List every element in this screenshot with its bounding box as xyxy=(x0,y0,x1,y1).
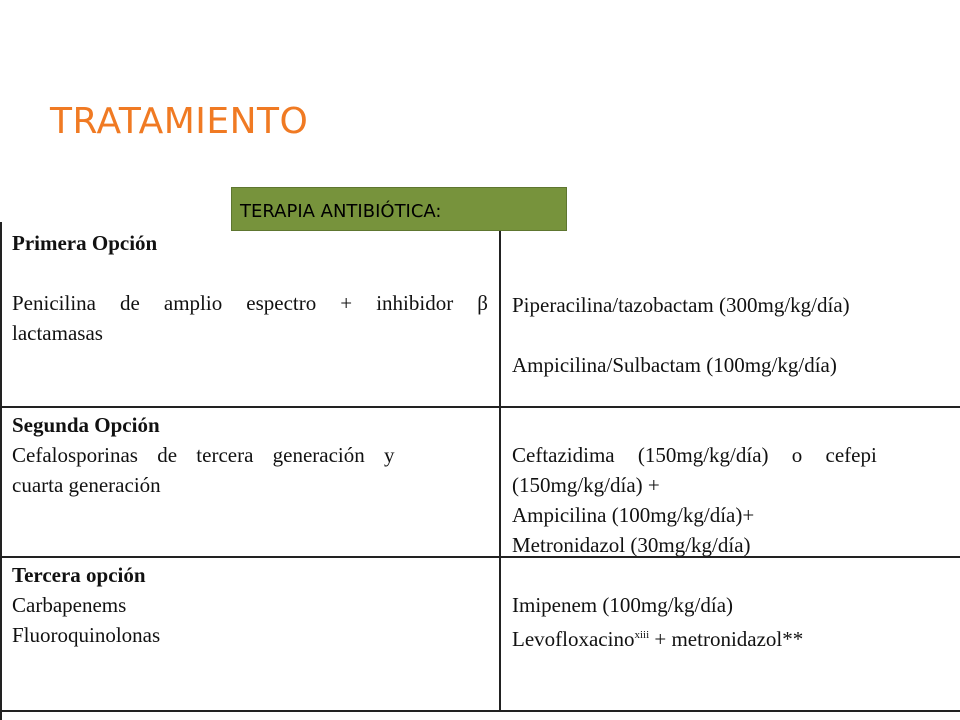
word: Penicilina xyxy=(12,291,96,315)
word: β xyxy=(477,291,488,315)
word: amplio xyxy=(163,291,223,315)
dosage-line: (150mg/kg/día) + xyxy=(512,473,660,497)
row-description xyxy=(12,590,160,650)
drug-name: Levofloxacino xyxy=(512,627,635,651)
table-row-divider xyxy=(0,406,960,408)
dosage-line xyxy=(512,620,803,654)
word: espectro xyxy=(246,291,317,315)
row-dosage xyxy=(512,440,877,560)
row-description xyxy=(12,440,395,500)
row-heading: Tercera opción xyxy=(12,563,146,587)
description-line: Fluoroquinolonas xyxy=(12,623,161,647)
drug-combination: + metronidazol** xyxy=(649,627,804,651)
table-column-divider xyxy=(499,222,501,710)
dosage-line: Metronidazol (30mg/kg/día) xyxy=(512,533,751,557)
slide-title: TRATAMIENTO xyxy=(50,101,309,142)
description-line: Cefalosporinas de tercera generación y xyxy=(12,443,395,467)
description-line xyxy=(12,288,488,318)
description-line: cuarta generación xyxy=(12,473,161,497)
row-dosage xyxy=(512,590,803,654)
row-heading: Primera Opción xyxy=(12,231,158,255)
description-line: lactamasas xyxy=(12,321,103,345)
word: de xyxy=(120,291,140,315)
dosage-line: Imipenem (100mg/kg/día) xyxy=(512,593,734,617)
dosage-line: Ampicilina (100mg/kg/día)+ xyxy=(512,503,755,527)
dosage-line: Ampicilina/Sulbactam (100mg/kg/día) xyxy=(512,353,837,377)
footnote-marker: xiii xyxy=(634,629,650,641)
dosage-line: Piperacilina/tazobactam (300mg/kg/día) xyxy=(512,293,850,317)
row-heading: Segunda Opción xyxy=(12,413,160,437)
antibiotic-therapy-label: TERAPIA ANTIBIÓTICA: xyxy=(231,187,567,231)
treatment-table xyxy=(0,222,960,720)
description-line: Carbapenems xyxy=(12,593,127,617)
row-description xyxy=(12,288,488,348)
table-bottom-border xyxy=(0,710,960,712)
word: inhibidor xyxy=(376,291,454,315)
word: + xyxy=(340,291,353,315)
row-dosage xyxy=(512,290,850,380)
table-left-border xyxy=(0,222,2,720)
dosage-line: Ceftazidima (150mg/kg/día) o cefepi xyxy=(512,443,877,467)
